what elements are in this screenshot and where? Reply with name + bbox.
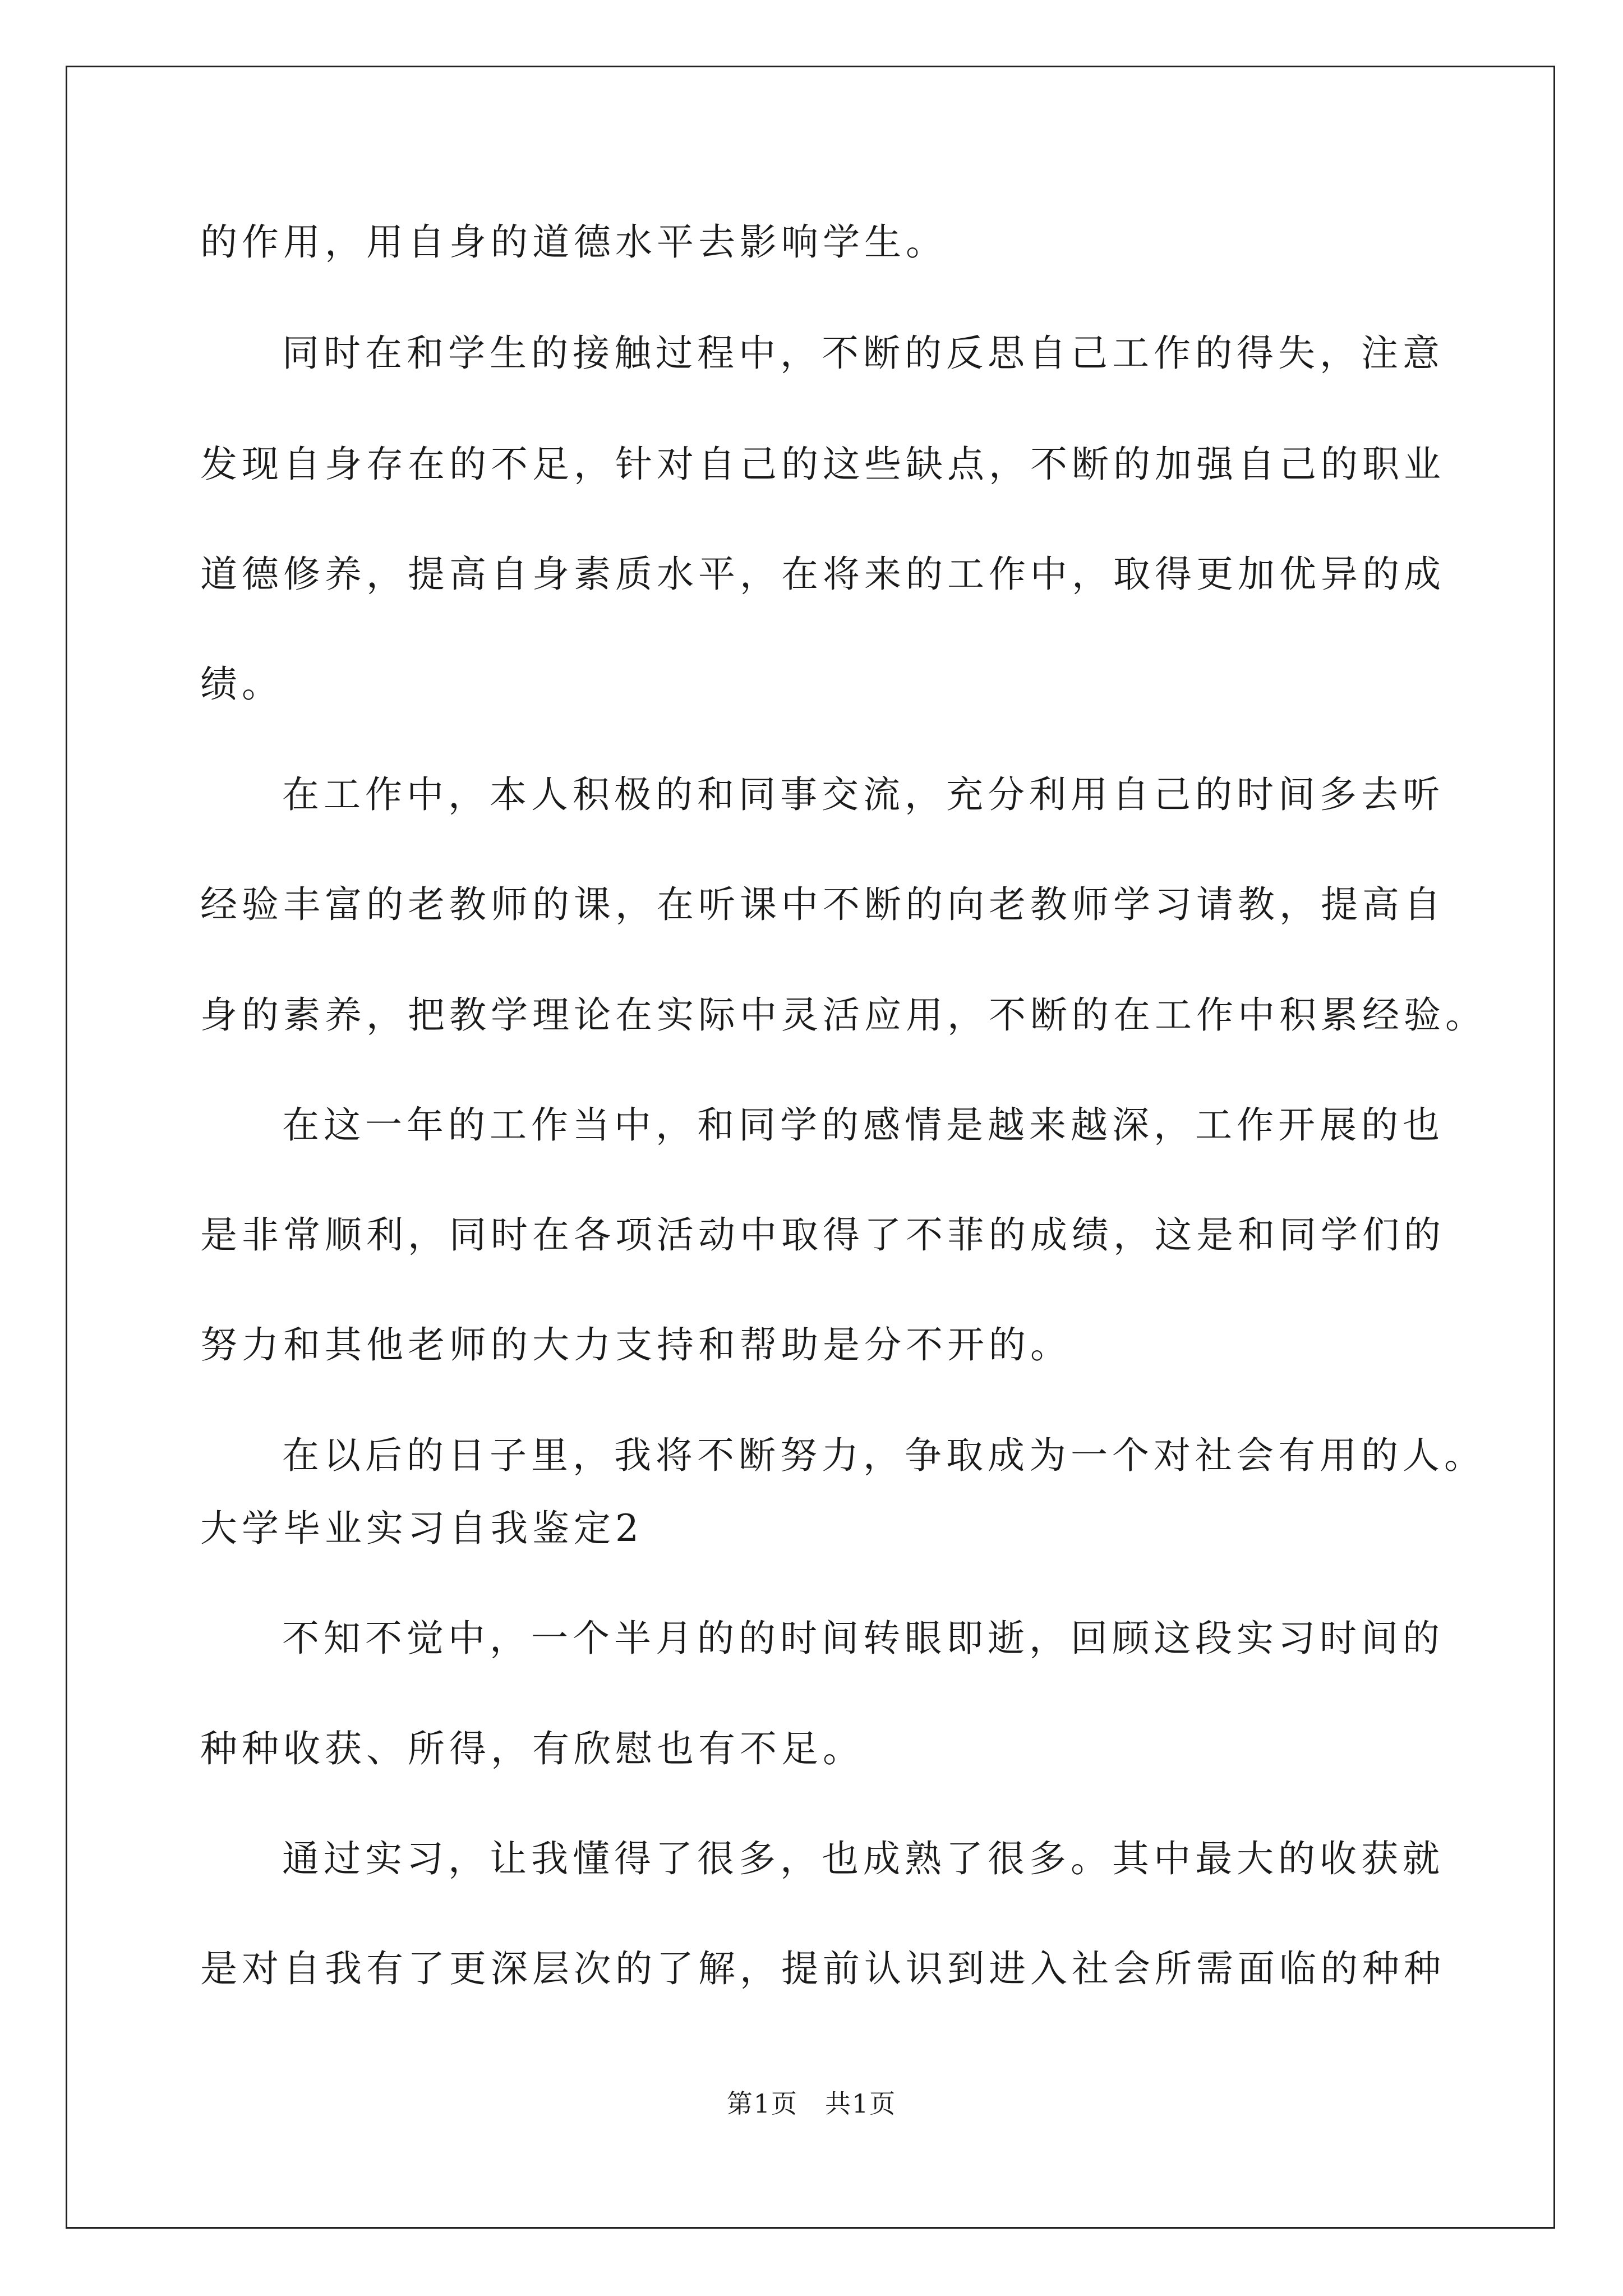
page-footer — [0, 2088, 1623, 2119]
paragraph-line: 种种收获、所得，有欣慰也有不足。 — [200, 1727, 864, 1770]
paragraph-line: 通过实习，让我懂得了很多，也成熟了很多。其中最大的收获就 — [282, 1837, 1444, 1880]
paragraph-line: 发现自身存在的不足，针对自己的这些缺点，不断的加强自己的职业 — [200, 443, 1445, 486]
paragraph-line: 不知不觉中，一个半月的的时间转眼即逝，回顾这段实习时间的 — [282, 1617, 1444, 1660]
paragraph-line: 绩。 — [200, 662, 283, 706]
paragraph-line: 努力和其他老师的大力支持和帮助是分不开的。 — [200, 1323, 1072, 1366]
paragraph-line: 是非常顺利，同时在各项活动中取得了不菲的成绩，这是和同学们的 — [200, 1213, 1445, 1257]
paragraph-line: 身的素养，把教学理论在实际中灵活应用，不断的在工作中积累经验。 — [200, 993, 1487, 1037]
page-number: 第1页 — [726, 2088, 798, 2119]
paragraph-line: 是对自我有了更深层次的了解，提前认识到进入社会所需面临的种种 — [200, 1947, 1445, 1990]
paragraph-line: 经验丰富的老教师的课，在听课中不断的向老教师学习请教，提高自 — [200, 883, 1445, 926]
page-total: 共1页 — [825, 2088, 897, 2119]
section-heading: 大学毕业实习自我鉴定2 — [200, 1507, 643, 1550]
paragraph-line: 道德修养，提高自身素质水平，在将来的工作中，取得更加优异的成 — [200, 553, 1445, 596]
paragraph-line: 在工作中，本人积极的和同事交流，充分利用自己的时间多去听 — [282, 773, 1444, 816]
paragraph-line: 在这一年的工作当中，和同学的感情是越来越深，工作开展的也 — [282, 1103, 1444, 1147]
paragraph-line: 的作用，用自身的道德水平去影响学生。 — [200, 220, 947, 264]
paragraph-line: 在以后的日子里，我将不断努力，争取成为一个对社会有用的人。 — [282, 1434, 1486, 1477]
paragraph-line: 同时在和学生的接触过程中，不断的反思自己工作的得失，注意 — [282, 332, 1444, 375]
